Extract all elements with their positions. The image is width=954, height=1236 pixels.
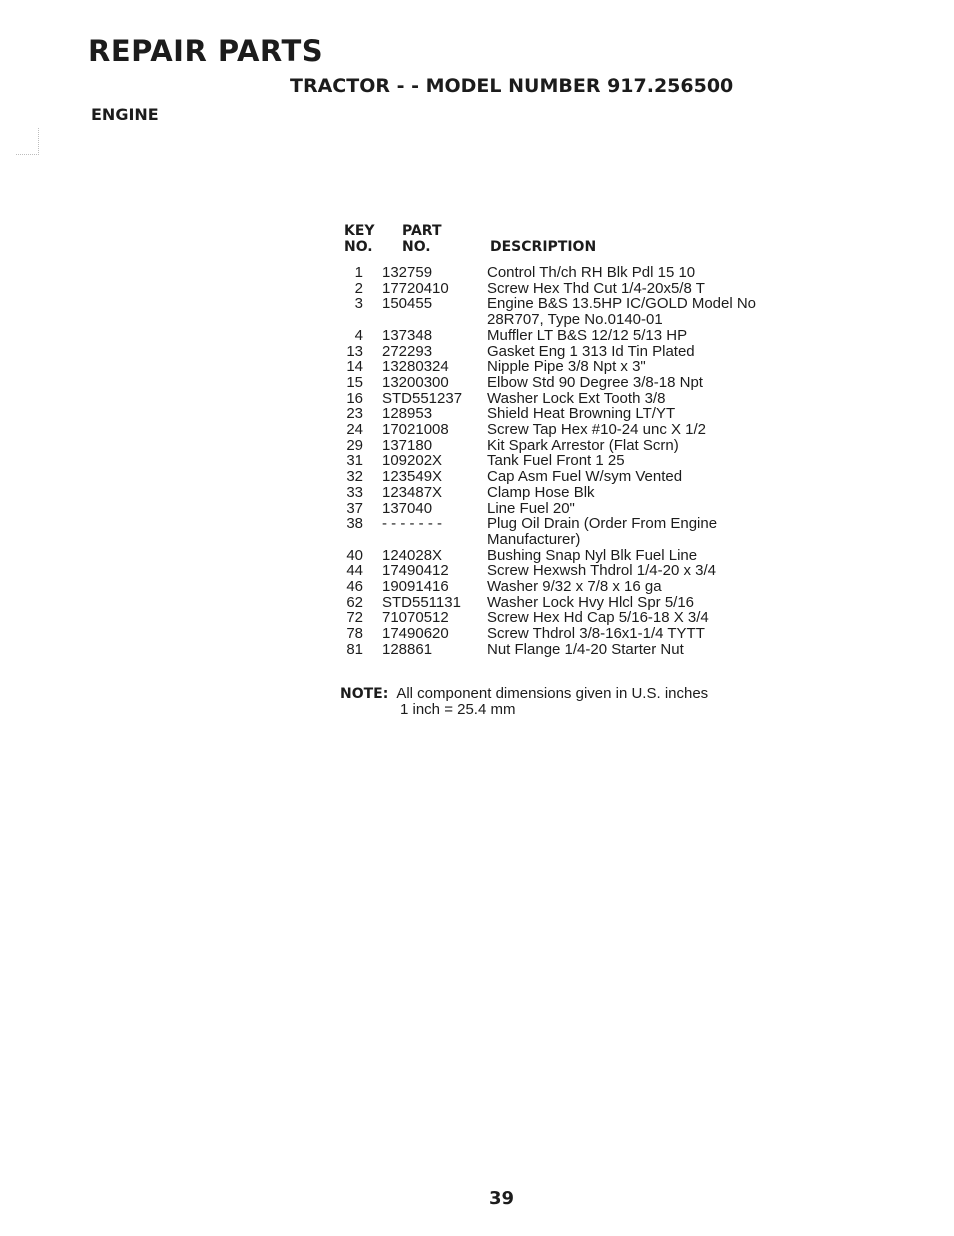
key-no: 46: [346, 578, 363, 596]
part-description: Washer Lock Ext Tooth 3/8: [487, 389, 666, 407]
part-no: 13200300: [382, 373, 449, 391]
part-no: 123487X: [382, 483, 443, 501]
part-no: 150455: [382, 295, 433, 313]
key-no: 40: [346, 546, 363, 564]
key-no: 33: [346, 483, 363, 501]
part-header-line1: PART: [402, 223, 442, 239]
table-row: [0, 595, 954, 611]
table-row: [0, 501, 954, 517]
key-no: 15: [346, 373, 363, 391]
part-no: 128953: [382, 405, 433, 423]
key-no: 29: [346, 436, 363, 454]
key-no: 81: [346, 640, 363, 658]
key-no-header: [344, 223, 375, 255]
part-description: Washer Lock Hvy Hlcl Spr 5/16: [487, 593, 695, 611]
key-no: 78: [346, 625, 363, 643]
part-no: 19091416: [382, 578, 449, 596]
part-header-line2: NO.: [402, 239, 431, 255]
part-description: Nipple Pipe 3/8 Npt x 3": [487, 358, 646, 376]
table-row: [0, 485, 954, 501]
part-description: Screw Tap Hex #10-24 unc X 1/2: [487, 421, 707, 439]
part-no: 272293: [382, 342, 433, 360]
key-header-line2: NO.: [344, 239, 373, 255]
part-no: 17490620: [382, 625, 449, 643]
part-description: Screw Thdrol 3/8-16x1-1/4 TYTT: [487, 625, 705, 643]
key-no: 44: [346, 562, 363, 580]
key-header-line1: KEY: [344, 223, 375, 239]
part-description: Nut Flange 1/4-20 Starter Nut: [487, 640, 684, 658]
section-heading: ENGINE: [91, 105, 159, 124]
key-no: 16: [346, 389, 363, 407]
part-description: Control Th/ch RH Blk Pdl 15 10: [487, 264, 696, 281]
note-line1: All component dimensions given in U.S. inches: [396, 685, 709, 702]
key-no: 14: [346, 358, 363, 376]
parts-list: [0, 265, 954, 658]
key-no: 31: [346, 452, 363, 470]
description-header: DESCRIPTION: [490, 239, 597, 255]
part-no: STD551131: [382, 593, 461, 611]
key-no: 24: [346, 421, 363, 439]
key-no: 1: [354, 264, 363, 281]
table-row: [0, 344, 954, 360]
table-row: [0, 438, 954, 454]
table-row: [0, 516, 954, 547]
table-row: [0, 610, 954, 626]
part-no: 13280324: [382, 358, 449, 376]
part-no: 17720410: [382, 279, 449, 297]
part-no: STD551237: [382, 389, 463, 407]
part-description: Cap Asm Fuel W/sym Vented: [487, 468, 683, 486]
part-description: Shield Heat Browning LT/YT: [487, 405, 676, 423]
table-row: [0, 626, 954, 642]
table-row: [0, 375, 954, 391]
table-row: [0, 406, 954, 422]
table-row: [0, 548, 954, 564]
key-no: 32: [346, 468, 363, 486]
part-no-header: [402, 223, 442, 255]
note-line2: 1 inch = 25.4 mm: [400, 701, 516, 718]
part-no: 123549X: [382, 468, 443, 486]
part-no: 17490412: [382, 562, 449, 580]
part-no: 132759: [382, 264, 433, 281]
table-row: [0, 642, 954, 658]
part-no: 137348: [382, 326, 433, 344]
part-no: - - - - - - -: [382, 515, 442, 533]
table-row: [0, 469, 954, 485]
part-no: 71070512: [382, 609, 449, 627]
part-description: Elbow Std 90 Degree 3/8-18 Npt: [487, 373, 703, 391]
table-row: [0, 422, 954, 438]
part-description: Engine B&S 13.5HP IC/GOLD Model No 28R707, Type No.0140-01: [487, 295, 757, 329]
part-description: Tank Fuel Front 1 25: [487, 452, 625, 470]
page-title: REPAIR PARTS: [88, 34, 324, 68]
table-row: [0, 391, 954, 407]
part-description: Screw Hexwsh Thdrol 1/4-20 x 3/4: [487, 562, 716, 580]
part-no: 17021008: [382, 421, 449, 439]
key-no: 38: [346, 515, 363, 533]
table-row: [0, 579, 954, 595]
part-no: 128861: [382, 640, 433, 658]
table-row: [0, 296, 954, 327]
part-description: Gasket Eng 1 313 Id Tin Plated: [487, 342, 695, 360]
scan-edge-mark: [16, 128, 39, 155]
page-number: 39: [489, 1188, 515, 1209]
table-row: [0, 328, 954, 344]
part-no: 137180: [382, 436, 433, 454]
part-description: Bushing Snap Nyl Blk Fuel Line: [487, 546, 698, 564]
part-description: Muffler LT B&S 12/12 5/13 HP: [487, 326, 688, 344]
part-description: Screw Hex Hd Cap 5/16-18 X 3/4: [487, 609, 709, 627]
note: [340, 686, 708, 718]
key-no: 4: [354, 326, 363, 344]
key-no: 62: [346, 593, 363, 611]
key-no: 13: [346, 342, 363, 360]
part-description: Washer 9/32 x 7/8 x 16 ga: [487, 578, 662, 596]
table-row: [0, 281, 954, 297]
part-description: Kit Spark Arrestor (Flat Scrn): [487, 436, 679, 454]
key-no: 3: [354, 295, 363, 313]
key-no: 37: [346, 499, 363, 517]
key-no: 2: [354, 279, 363, 297]
table-row: [0, 359, 954, 375]
model-subtitle: TRACTOR - - MODEL NUMBER 917.256500: [290, 75, 734, 97]
table-row: [0, 563, 954, 579]
part-description: Plug Oil Drain (Order From Engine Manufacturer): [487, 515, 718, 548]
part-no: 109202X: [382, 452, 443, 470]
part-description: Clamp Hose Blk: [487, 483, 595, 501]
part-description: Line Fuel 20": [487, 499, 575, 517]
table-row: [0, 453, 954, 469]
part-no: 124028X: [382, 546, 443, 564]
key-no: 72: [346, 609, 363, 627]
part-no: 137040: [382, 499, 433, 517]
table-row: [0, 265, 954, 281]
key-no: 23: [346, 405, 363, 423]
note-label: NOTE:: [340, 686, 389, 702]
part-description: Screw Hex Thd Cut 1/4-20x5/8 T: [487, 279, 705, 297]
